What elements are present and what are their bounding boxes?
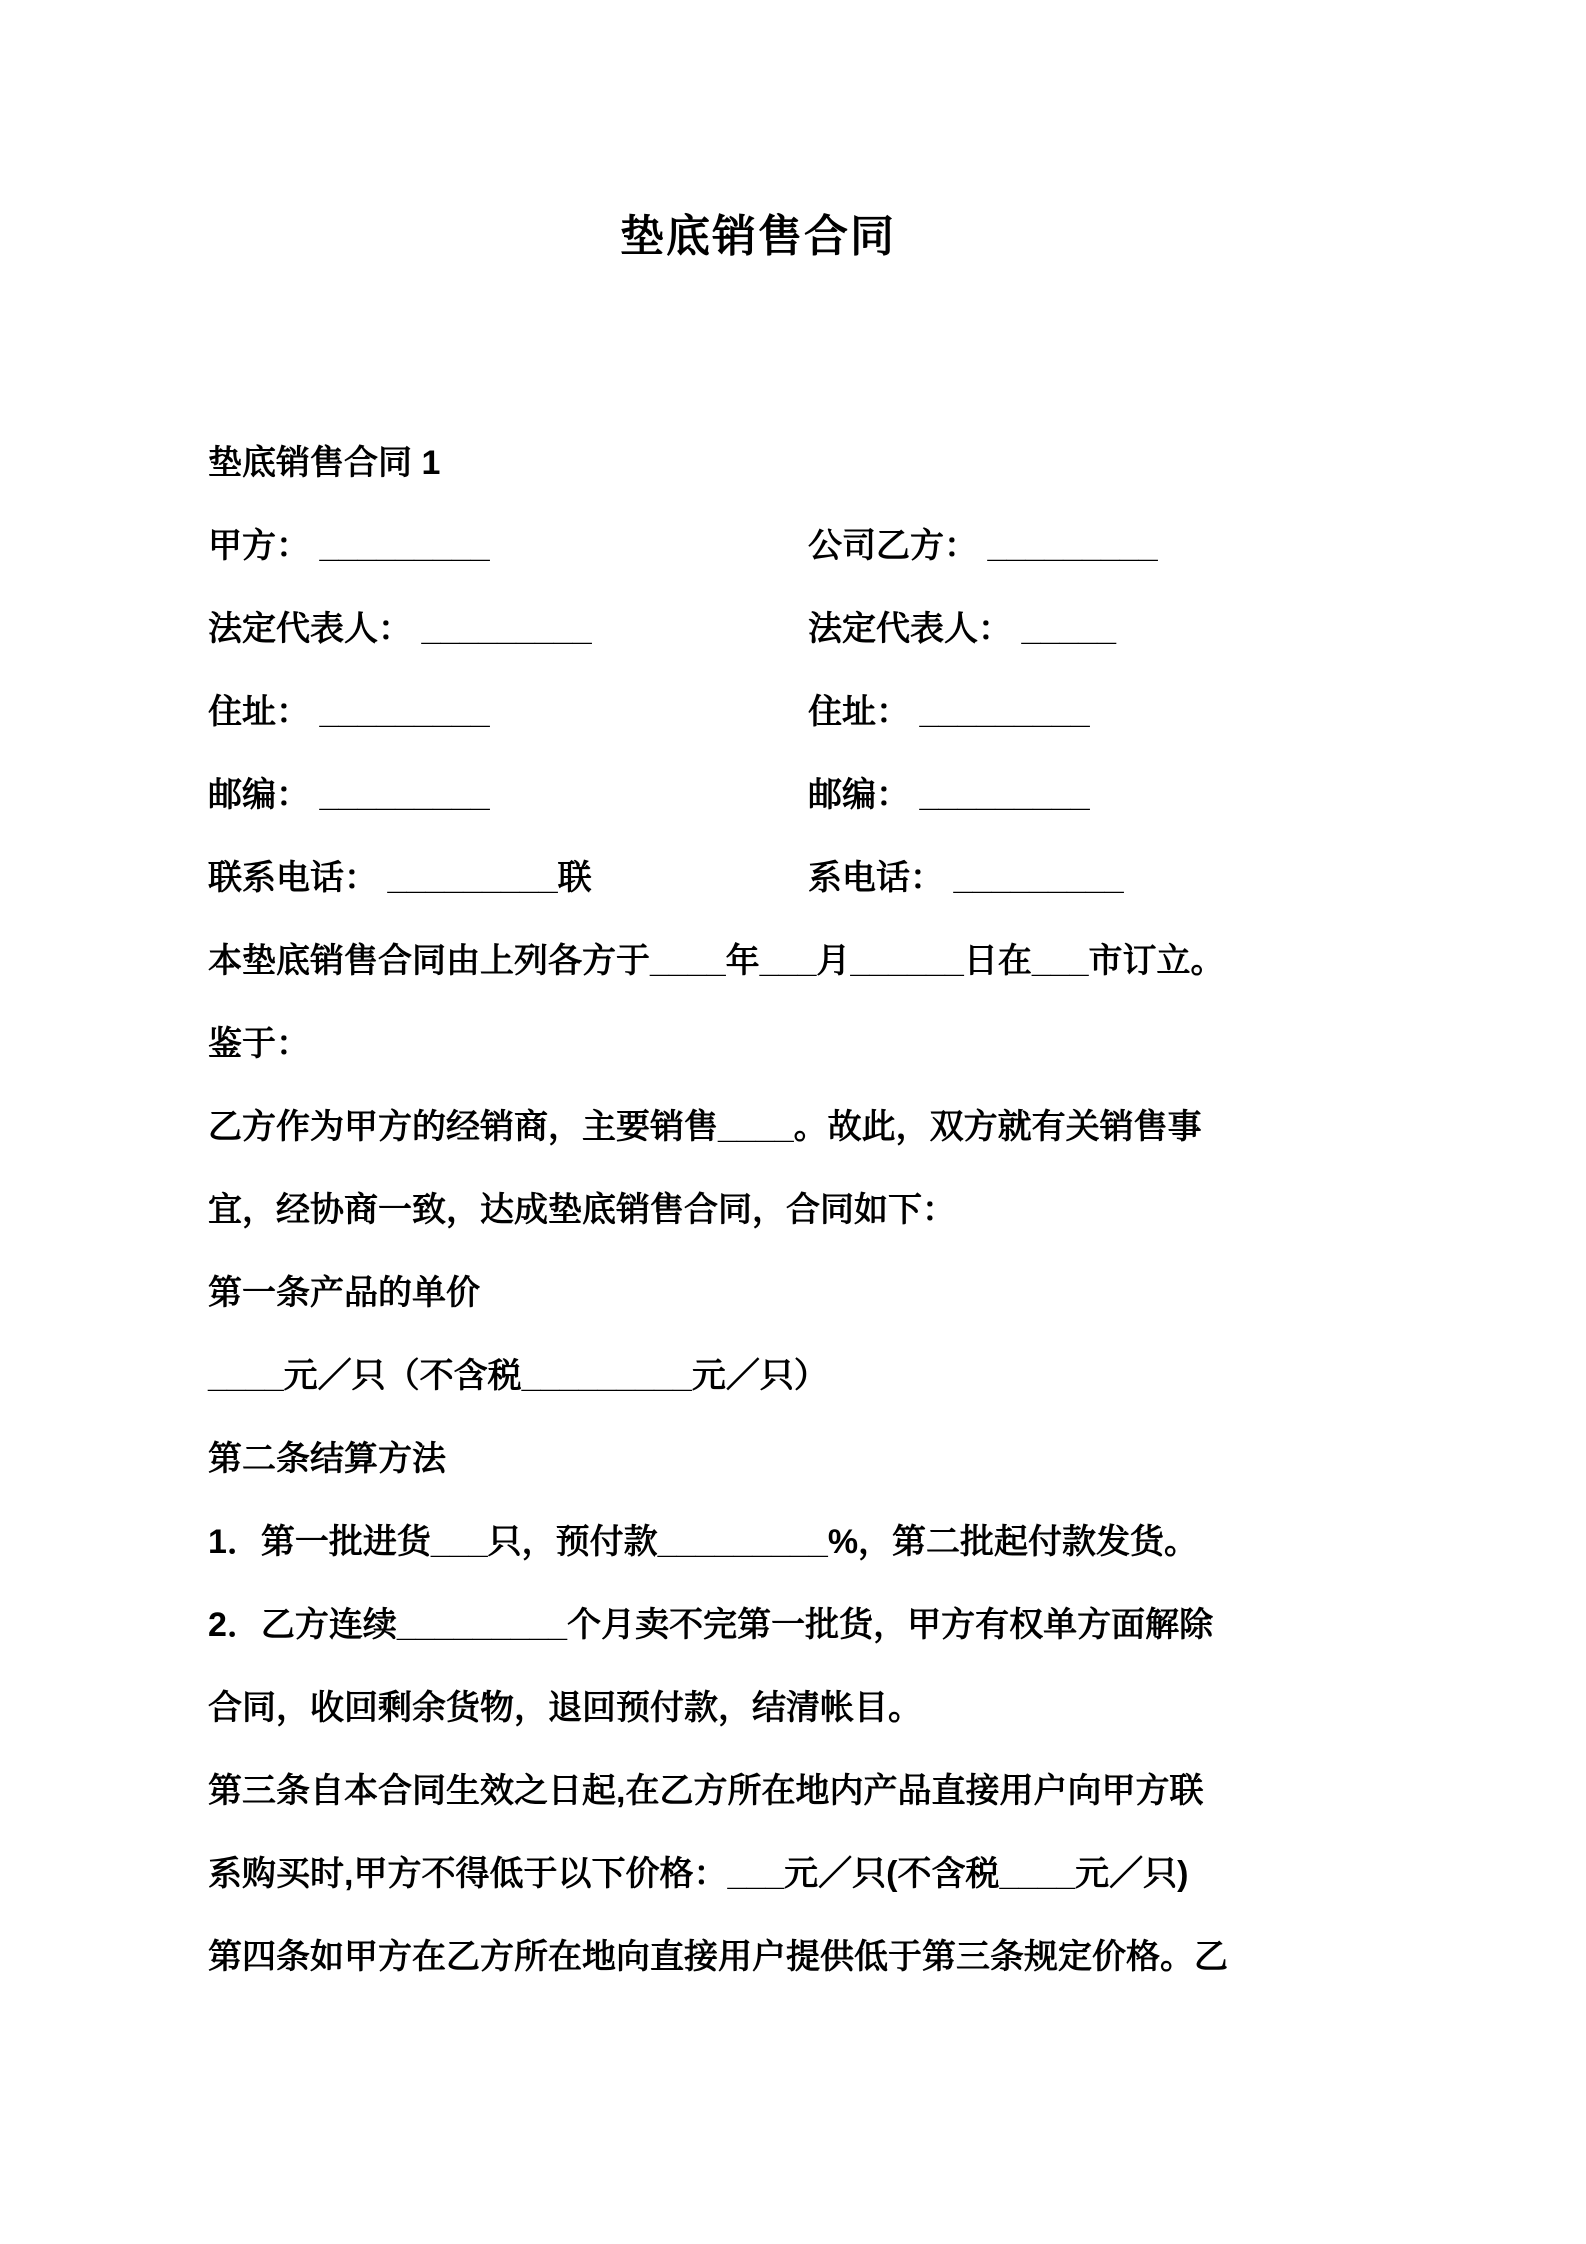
clause-heading-4: 第四条如甲方在乙方所在地向直接用户提供低于第三条规定价格。乙 <box>208 1938 1228 1976</box>
clause-heading-1: 第一条产品的单价 <box>208 1274 480 1312</box>
party-row <box>208 750 1423 833</box>
party-field-phone-right: 系电话： _________ <box>808 859 1124 897</box>
party-row <box>208 667 1423 750</box>
clause-heading-3: 第三条自本合同生效之日起,在乙方所在地内产品直接用户向甲方联 <box>208 1772 1204 1810</box>
paragraph-line: ____元／只（不含税_________元／只） <box>208 1357 828 1395</box>
party-row <box>208 833 1423 916</box>
paragraph-line: 本垫底销售合同由上列各方于____年___月______日在___市订立。 <box>208 942 1225 980</box>
clause-heading-2: 第二条结算方法 <box>208 1440 446 1478</box>
paragraph-line: 合同，收回剩余货物，退回预付款，结清帐目。 <box>208 1689 922 1727</box>
party-field-address-left: 住址： _________ <box>208 693 490 731</box>
party-field-postcode-left: 邮编： _________ <box>208 776 490 814</box>
paragraph-line: 1．第一批进货___只，预付款_________%，第二批起付款发货。 <box>208 1523 1199 1561</box>
party-field-legal-rep-left: 法定代表人： _________ <box>208 610 592 648</box>
paragraph-line: 宜，经协商一致，达成垫底销售合同，合同如下： <box>208 1191 956 1229</box>
paragraph-line: 乙方作为甲方的经销商，主要销售____。故此，双方就有关销售事 <box>208 1108 1202 1146</box>
party-field-address-right: 住址： _________ <box>808 693 1090 731</box>
party-field-jiafang: 甲方： _________ <box>208 527 490 565</box>
party-row <box>208 501 1423 584</box>
document-title: 垫底销售合同 <box>620 212 896 261</box>
paragraph-line: 2．乙方连续_________个月卖不完第一批货，甲方有权单方面解除 <box>208 1606 1214 1644</box>
paragraph-line: 鉴于： <box>208 1025 310 1063</box>
party-field-legal-rep-right: 法定代表人： _____ <box>808 610 1116 648</box>
paragraph-line: 系购买时,甲方不得低于以下价格：___元／只(不含税____元／只) <box>208 1855 1189 1893</box>
contract-subtitle: 垫底销售合同 1 <box>208 444 441 482</box>
party-field-yifang: 公司乙方： _________ <box>808 527 1158 565</box>
party-field-postcode-right: 邮编： _________ <box>808 776 1090 814</box>
party-field-phone-left: 联系电话： _________联 <box>208 859 592 897</box>
party-row <box>208 584 1423 667</box>
document-body <box>208 418 1423 1995</box>
